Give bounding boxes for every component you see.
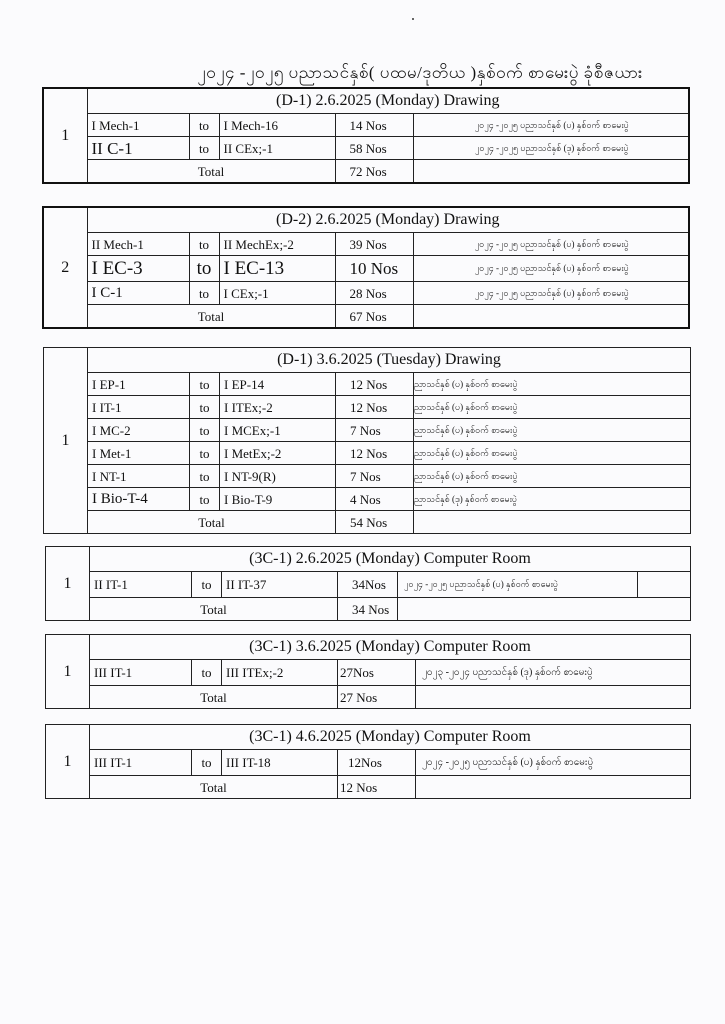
empty-cell xyxy=(413,305,689,329)
range-to-word: to xyxy=(190,373,220,396)
range-from: I EC-3 xyxy=(87,256,189,282)
student-count: 12 Nos xyxy=(336,442,414,465)
range-from: II Mech-1 xyxy=(87,233,189,256)
range-to: I Mech-16 xyxy=(219,114,335,137)
range-to: I NT-9(R) xyxy=(220,465,336,488)
exam-note: ညာသင်နှစ် (ပ) နှစ်ဝက် စာမေးပွဲ xyxy=(414,373,691,396)
range-to-word: to xyxy=(192,750,222,776)
student-count: 12 Nos xyxy=(336,373,414,396)
total-count: 54 Nos xyxy=(336,511,414,534)
exam-note: ၂၀၂၃ -၂၀၂၄ ပညာသင်နှစ် (ဒု) နှစ်ဝက် စာမေးပွဲ xyxy=(416,660,691,686)
empty-cell xyxy=(416,776,691,799)
range-to-word: to xyxy=(189,233,219,256)
table-index: 1 xyxy=(46,547,90,621)
range-to: I MetEx;-2 xyxy=(220,442,336,465)
range-from: I Bio-T-4 xyxy=(88,488,190,511)
range-to: II IT-37 xyxy=(222,572,338,598)
empty-cell xyxy=(416,686,691,709)
range-to: I ITEx;-2 xyxy=(220,396,336,419)
exam-note: ၂၀၂၄ -၂၀၂၅ ပညာသင်နှစ် (ပ) နှစ်ဝက် စာမေးပွဲ xyxy=(416,750,691,776)
range-to-word: to xyxy=(190,396,220,419)
student-count: 34Nos xyxy=(338,572,398,598)
student-count: 12Nos xyxy=(338,750,416,776)
student-count: 12 Nos xyxy=(336,396,414,419)
schedule-table-3c1-jun4 xyxy=(45,724,691,799)
range-to: I Bio-T-9 xyxy=(220,488,336,511)
schedule-table-d1-tuesday xyxy=(43,347,691,534)
range-to-word: to xyxy=(192,660,222,686)
student-count: 14 Nos xyxy=(335,114,413,137)
range-to: II MechEx;-2 xyxy=(219,233,335,256)
total-label: Total xyxy=(88,511,336,534)
table-header: (D-2) 2.6.2025 (Monday) Drawing xyxy=(87,207,689,233)
range-to: III ITEx;-2 xyxy=(222,660,338,686)
table-index: 1 xyxy=(43,88,87,183)
table-header: (D-1) 2.6.2025 (Monday) Drawing xyxy=(87,88,689,114)
schedule-table-3c1-jun3 xyxy=(45,634,691,709)
range-to-word: to xyxy=(190,488,220,511)
exam-note: ညာသင်နှစ် (ပ) နှစ်ဝက် စာမေးပွဲ xyxy=(414,465,691,488)
table-header: (3C-1) 3.6.2025 (Monday) Computer Room xyxy=(90,635,691,660)
table-index: 1 xyxy=(44,348,88,534)
empty-cell xyxy=(638,572,691,598)
range-to-word: to xyxy=(189,282,219,305)
range-to: I CEx;-1 xyxy=(219,282,335,305)
student-count: 39 Nos xyxy=(335,233,413,256)
range-from: I EP-1 xyxy=(88,373,190,396)
table-index: 2 xyxy=(43,207,87,328)
range-to: I EC-13 xyxy=(219,256,335,282)
exam-note: ၂၀၂၄ -၂၀၂၅ ပညာသင်နှစ် (ပ) နှစ်ဝက် စာမေးပွဲ xyxy=(413,233,689,256)
exam-note: ညာသင်နှစ် (ပ) နှစ်ဝက် စာမေးပွဲ xyxy=(414,396,691,419)
schedule-table-3c1-jun2 xyxy=(45,546,691,621)
range-to: II CEx;-1 xyxy=(219,137,335,160)
range-from: II C-1 xyxy=(87,137,189,160)
total-label: Total xyxy=(90,686,338,709)
student-count: 4 Nos xyxy=(336,488,414,511)
schedule-table-d1-monday xyxy=(42,87,690,184)
range-to-word: to xyxy=(189,114,219,137)
range-from: I IT-1 xyxy=(88,396,190,419)
schedule-table-d2-monday xyxy=(42,206,690,329)
table-index: 1 xyxy=(46,725,90,799)
range-to: I EP-14 xyxy=(220,373,336,396)
range-from: I MC-2 xyxy=(88,419,190,442)
range-from: I C-1 xyxy=(87,282,189,305)
range-from: I Mech-1 xyxy=(87,114,189,137)
total-label: Total xyxy=(87,160,335,184)
table-header: (3C-1) 2.6.2025 (Monday) Computer Room xyxy=(90,547,691,572)
document-title: ၂၀၂၄ -၂၀၂၅ ပညာသင်နှစ်( ပထမ/ဒုတိယ )နှစ်ဝက် စာမေးပွဲ ခုံစီဇယား xyxy=(197,63,643,82)
exam-note: ညာသင်နှစ် (ဒု) နှစ်ဝက် စာမေးပွဲ xyxy=(414,488,691,511)
empty-cell xyxy=(413,160,689,184)
range-to-word: to xyxy=(190,419,220,442)
student-count: 27Nos xyxy=(338,660,416,686)
exam-note: ၂၀၂၄ -၂၀၂၅ ပညာသင်နှစ် (ပ) နှစ်ဝက် စာမေးပွဲ xyxy=(413,256,689,282)
range-to: I MCEx;-1 xyxy=(220,419,336,442)
table-header: (3C-1) 4.6.2025 (Monday) Computer Room xyxy=(90,725,691,750)
range-from: I NT-1 xyxy=(88,465,190,488)
total-count: 34 Nos xyxy=(338,598,398,621)
total-count: 12 Nos xyxy=(338,776,416,799)
student-count: 7 Nos xyxy=(336,465,414,488)
exam-note: ၂၀၂၄ -၂၀၂၅ ပညာသင်နှစ် (ဒု) နှစ်ဝက် စာမေးပွဲ xyxy=(413,137,689,160)
total-count: 27 Nos xyxy=(338,686,416,709)
total-count: 67 Nos xyxy=(335,305,413,329)
range-to-word: to xyxy=(190,442,220,465)
scan-speck xyxy=(412,18,414,20)
exam-note: ညာသင်နှစ် (ပ) နှစ်ဝက် စာမေးပွဲ xyxy=(414,419,691,442)
student-count: 28 Nos xyxy=(335,282,413,305)
total-label: Total xyxy=(90,776,338,799)
table-index: 1 xyxy=(46,635,90,709)
range-from: I Met-1 xyxy=(88,442,190,465)
range-from: III IT-1 xyxy=(90,660,192,686)
exam-note: ၂၀၂၄ -၂၀၂၅ ပညာသင်နှစ် (ပ) နှစ်ဝက် စာမေးပွဲ xyxy=(413,114,689,137)
empty-cell xyxy=(414,511,691,534)
range-from: II IT-1 xyxy=(90,572,192,598)
range-to-word: to xyxy=(189,137,219,160)
total-label: Total xyxy=(87,305,335,329)
total-count: 72 Nos xyxy=(335,160,413,184)
total-label: Total xyxy=(90,598,338,621)
range-to: III IT-18 xyxy=(222,750,338,776)
range-to-word: to xyxy=(192,572,222,598)
range-to-word: to xyxy=(190,465,220,488)
range-to-word: to xyxy=(189,256,219,282)
exam-note: ၂၀၂၄ -၂၀၂၅ ပညာသင်နှစ် (ပ) နှစ်ဝက် စာမေးပွဲ xyxy=(413,282,689,305)
empty-cell xyxy=(398,598,691,621)
student-count: 7 Nos xyxy=(336,419,414,442)
table-header: (D-1) 3.6.2025 (Tuesday) Drawing xyxy=(88,348,691,373)
student-count: 58 Nos xyxy=(335,137,413,160)
student-count: 10 Nos xyxy=(335,256,413,282)
exam-note: ညာသင်နှစ် (ပ) နှစ်ဝက် စာမေးပွဲ xyxy=(414,442,691,465)
exam-note: ၂၀၂၄ -၂၀၂၅ ပညာသင်နှစ် (ပ) နှစ်ဝက် စာမေးပွဲ xyxy=(398,572,638,598)
range-from: III IT-1 xyxy=(90,750,192,776)
